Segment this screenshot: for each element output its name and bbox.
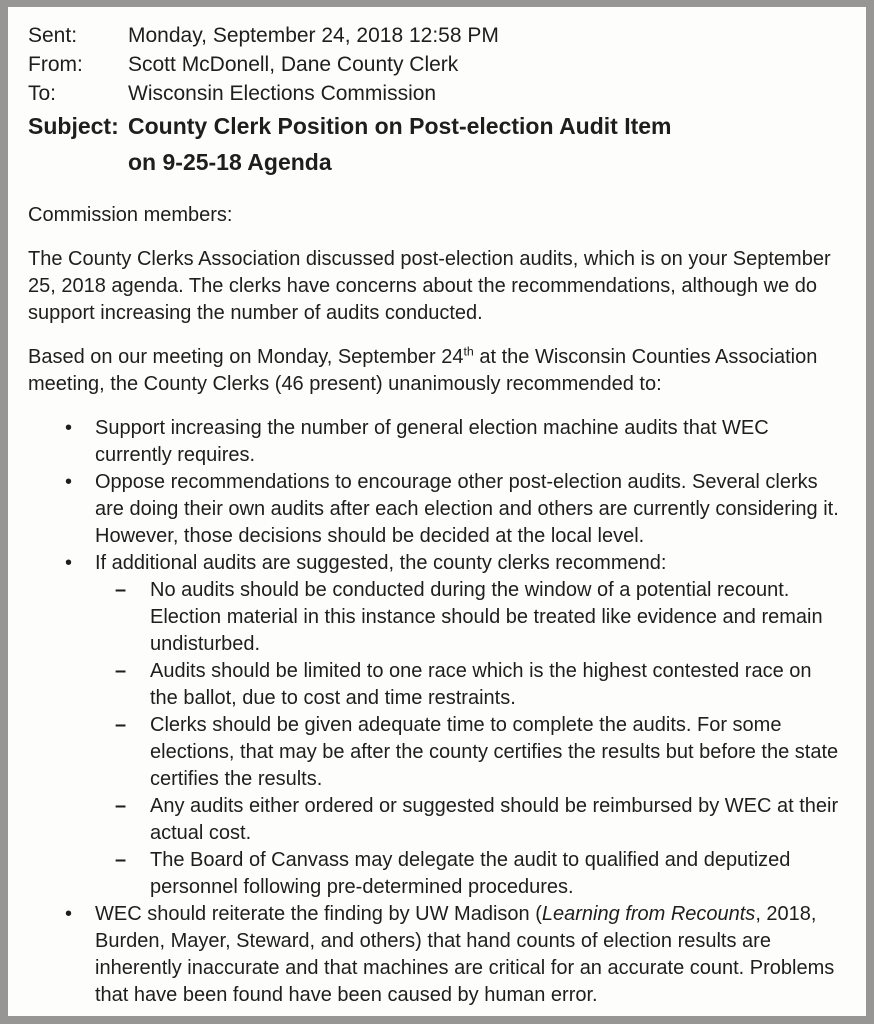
bullet-icon: • (65, 471, 73, 493)
sub-bullet-adequate-time: Clerks should be given adequate time to complete the audits. For some elections, that may be after the county certifies the results but before the state certifies the results. (150, 714, 839, 790)
to-value: Wisconsin Elections Commission (128, 82, 437, 105)
sub-recommendation-list (115, 577, 844, 901)
paragraph-meeting (28, 344, 844, 398)
bullet-text-support-audits: Support increasing the number of general election machine audits that WEC currently requires. (95, 417, 769, 466)
subject-line-2: on 9-25-18 Agenda (128, 149, 332, 175)
bullet-text-additional-audits: If additional audits are suggested, the county clerks recommend: (95, 552, 667, 574)
sent-row (28, 21, 844, 50)
to-label: To: (28, 82, 57, 105)
from-label: From: (28, 53, 83, 76)
dash-icon: – (115, 795, 127, 817)
subject-label: Subject: (28, 113, 119, 139)
sub-list-item (115, 793, 844, 847)
sub-list-item (115, 658, 844, 712)
list-item (65, 901, 844, 1009)
dash-icon: – (115, 660, 127, 682)
bullet-text-oppose-recommendations: Oppose recommendations to encourage other post-election audits. Several clerks are doing their own audits after each election and others are currently considering it. However, those decisions should be decided at the local level. (95, 471, 839, 547)
email-body (28, 202, 844, 1009)
list-item (65, 415, 844, 469)
list-item (65, 550, 844, 577)
finding-text-post: , 2018, Burden, Mayer, Steward, and others) that hand counts of election results are inherently inaccurate and that machines are critical for an accurate count. Problems that have been found have been caused by human error. (95, 903, 835, 1006)
meeting-text-pre: Based on our meeting on Monday, September 24 (28, 346, 464, 368)
bullet-icon: • (65, 903, 73, 925)
meeting-text-post: at the Wisconsin Counties Association meeting, the County Clerks (46 present) unanimously recommended to: (28, 346, 818, 395)
sub-list-item (115, 847, 844, 901)
ordinal-superscript: th (463, 344, 474, 359)
finding-text-pre: WEC should reiterate the finding by UW Madison ( (95, 903, 542, 925)
sub-bullet-board-of-canvass: The Board of Canvass may delegate the audit to qualified and deputized personnel following pre-determined procedures. (150, 849, 791, 898)
paragraph-overview: The County Clerks Association discussed post-election audits, which is on your September 25, 2018 agenda. The clerks have concerns about the recommendations, although we do support increasing the number of audits conducted. (28, 248, 831, 324)
dash-icon: – (115, 849, 127, 871)
from-row (28, 50, 844, 79)
bullet-icon: • (65, 417, 73, 439)
salutation: Commission members: (28, 204, 233, 226)
email-header (28, 21, 844, 180)
sub-bullet-reimbursed-by-wec: Any audits either ordered or suggested should be reimbursed by WEC at their actual cost. (150, 795, 839, 844)
sent-value: Monday, September 24, 2018 12:58 PM (128, 24, 499, 47)
subject-line-1: County Clerk Position on Post-election Audit Item (128, 113, 672, 139)
email-sheet (8, 7, 866, 1016)
to-row (28, 79, 844, 108)
list-item (65, 469, 844, 550)
from-value: Scott McDonell, Dane County Clerk (128, 53, 459, 76)
sub-list-item (115, 712, 844, 793)
dash-icon: – (115, 714, 127, 736)
sent-label: Sent: (28, 24, 78, 47)
citation-title: Learning from Recounts (541, 903, 756, 925)
sub-bullet-limit-one-race: Audits should be limited to one race which is the highest contested race on the ballot, due to cost and time restraints. (150, 660, 812, 709)
bullet-icon: • (65, 552, 73, 574)
recommendation-list (65, 415, 844, 1009)
dash-icon: – (115, 579, 127, 601)
bullet-text-uw-madison-finding (95, 901, 844, 1009)
subject-value (128, 108, 672, 180)
sub-bullet-no-audits-during-recount: No audits should be conducted during the window of a potential recount. Election material in this instance should be treated like evidence and remain undisturbed. (150, 579, 823, 655)
subject-row (28, 108, 844, 180)
sub-list-item (115, 577, 844, 658)
